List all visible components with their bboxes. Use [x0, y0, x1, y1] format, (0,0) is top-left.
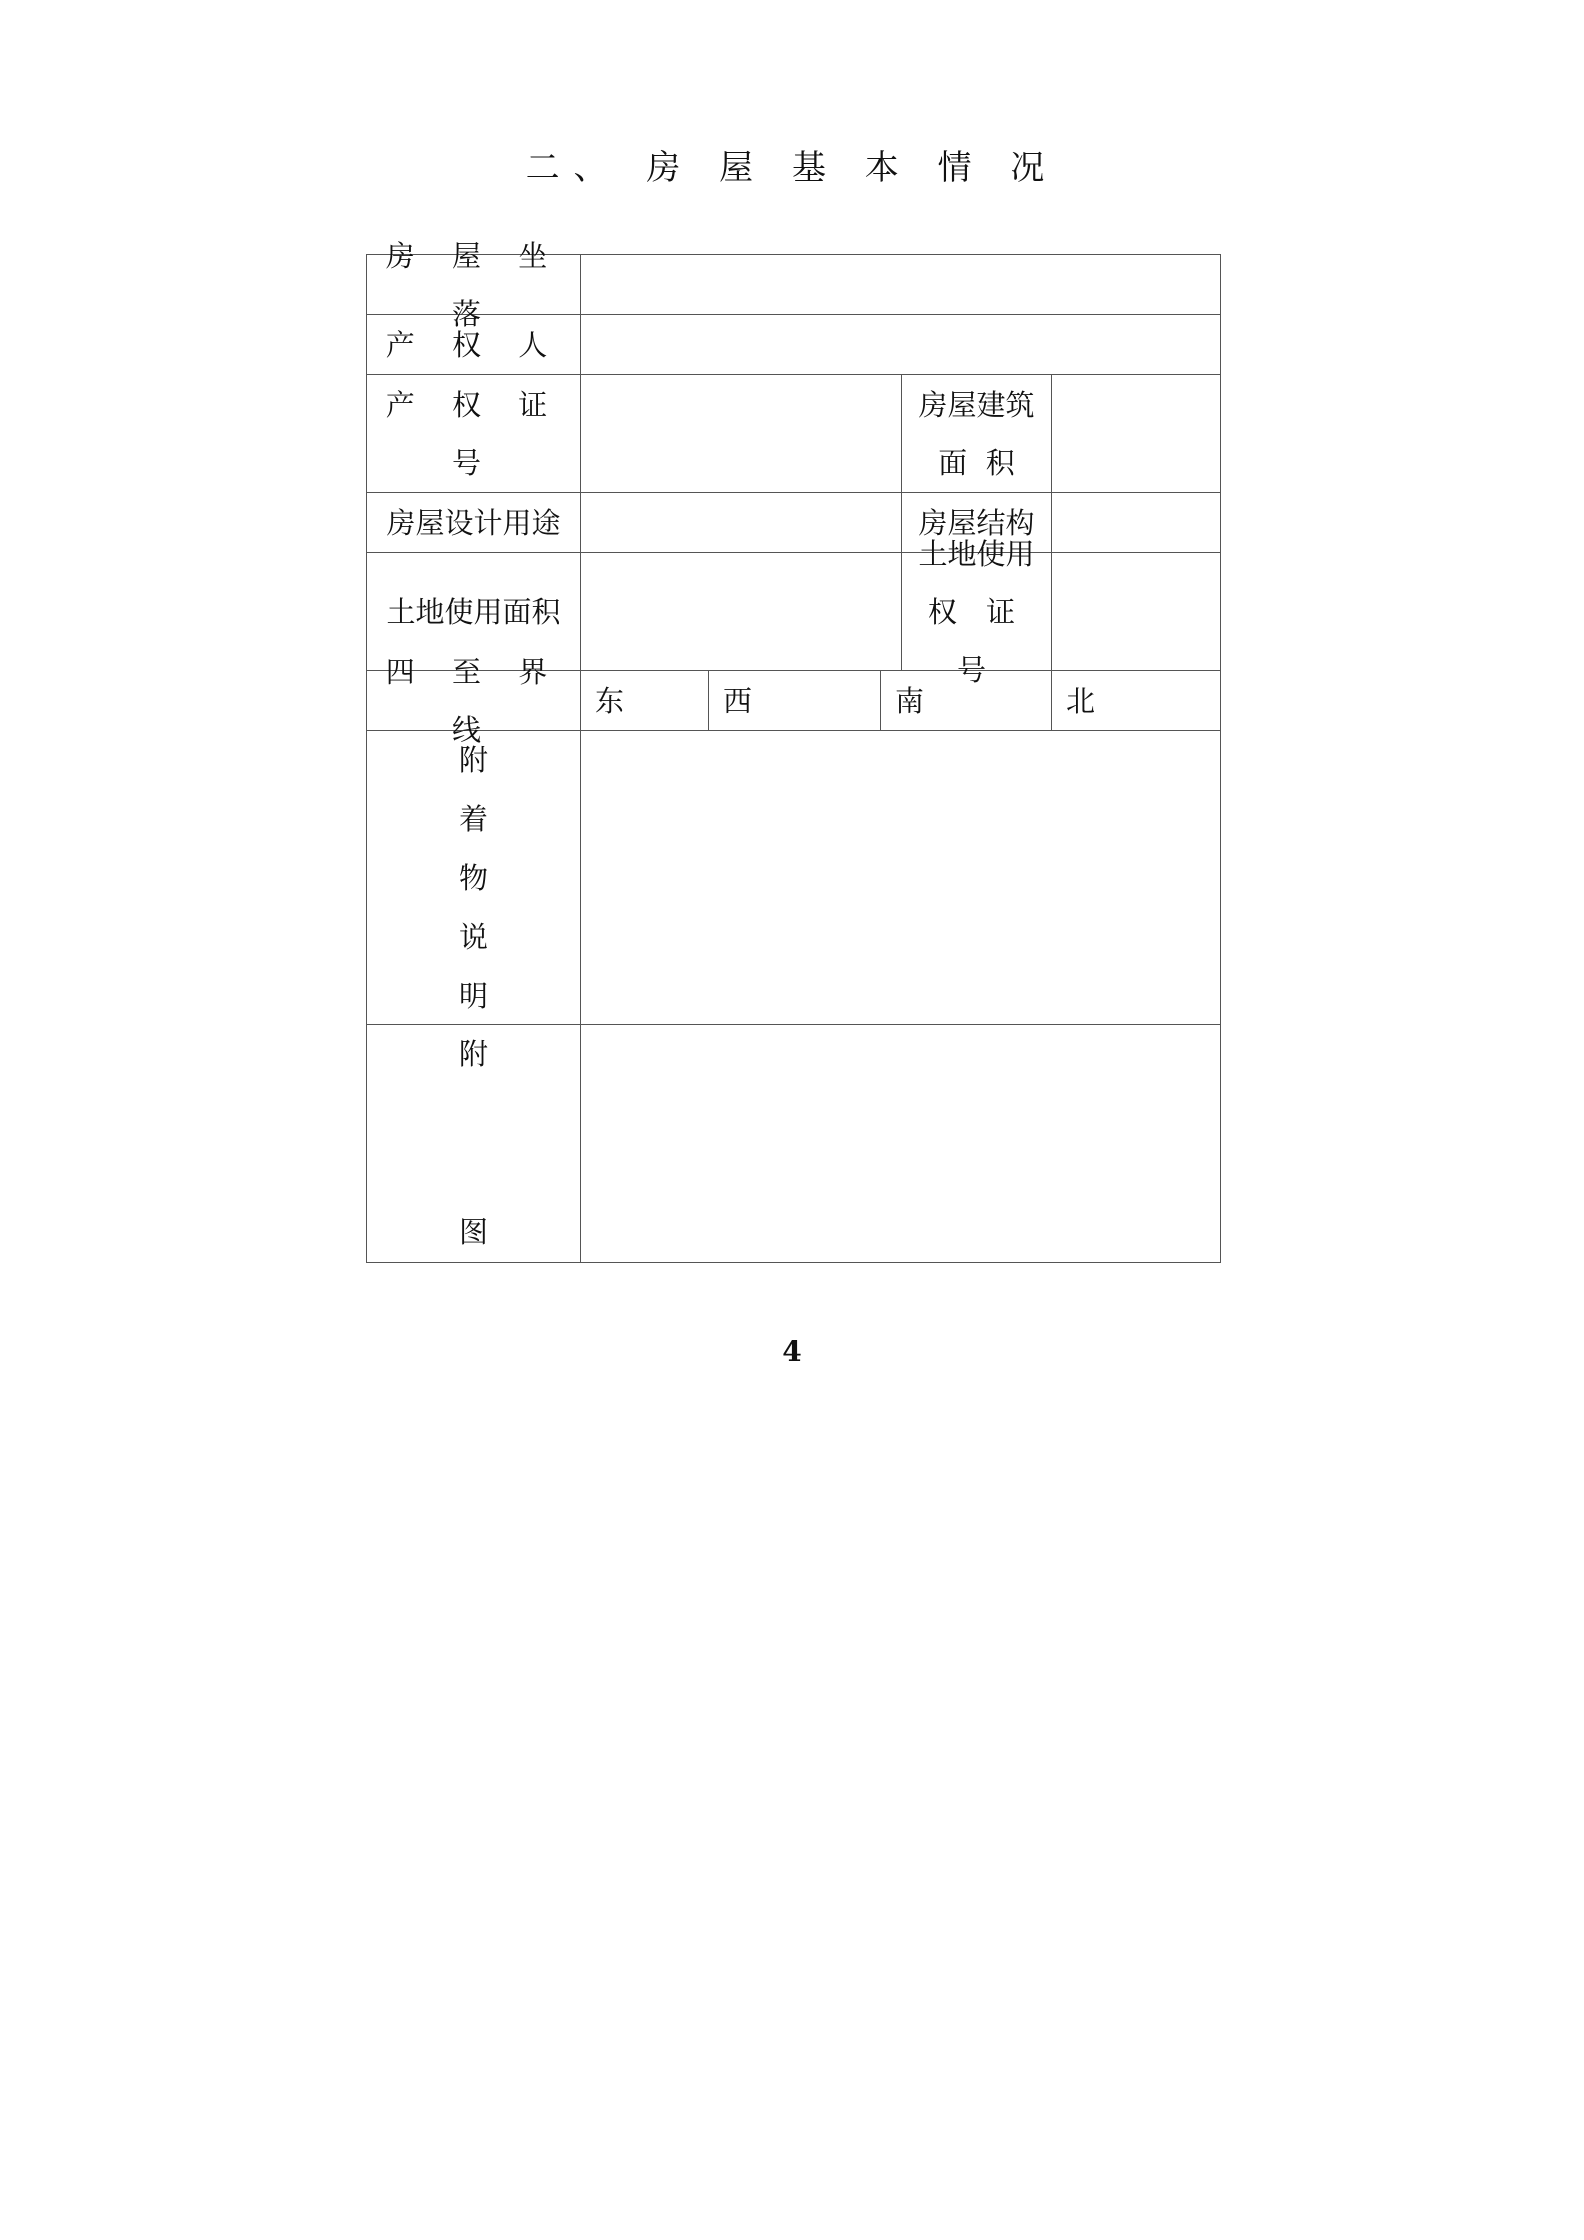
land-cert-field[interactable]: [1052, 553, 1220, 670]
south-boundary-field[interactable]: 南: [895, 683, 925, 718]
west-boundary-field[interactable]: 西: [723, 683, 753, 718]
building-area-field[interactable]: [1052, 375, 1220, 492]
building-area-label: [902, 375, 1051, 492]
attachments-label-char: 着: [458, 802, 488, 836]
land-cert-label-line1: 土地使用: [918, 536, 1035, 571]
attachments-label-char: 明: [458, 979, 488, 1013]
building-area-label-line1: 房屋建筑: [918, 387, 1035, 422]
figure-label: [367, 1025, 580, 1262]
design-use-label: 房屋设计用途: [386, 505, 561, 540]
boundary-label: 四 至 界 线: [385, 654, 562, 747]
land-cert-label: [902, 536, 1051, 687]
cert-number-field[interactable]: [581, 375, 901, 492]
attachments-label-char: 物: [458, 861, 488, 895]
attachments-label-char: 附: [458, 743, 488, 777]
attachments-field[interactable]: [581, 731, 1220, 1024]
structure-field[interactable]: [1052, 493, 1220, 552]
attachments-label-char: 说: [458, 920, 488, 954]
house-info-form: [366, 238, 1221, 1263]
owner-label: 产 权 人: [385, 327, 562, 362]
land-area-field[interactable]: [581, 553, 901, 670]
page-title: 二、 房 屋 基 本 情 况: [525, 148, 1059, 188]
land-area-label: 土地使用面积: [386, 594, 561, 629]
owner-field[interactable]: [581, 315, 1220, 374]
location-label: 房 屋 坐 落: [385, 238, 562, 331]
figure-field[interactable]: [581, 1025, 1220, 1262]
north-boundary-field[interactable]: 北: [1066, 683, 1096, 718]
attachments-label: [367, 731, 580, 1024]
location-field[interactable]: [581, 255, 1220, 314]
figure-label-top: 附: [458, 1037, 488, 1071]
land-cert-label-line2: 权 证 号: [927, 594, 1026, 687]
figure-label-bottom: 图: [458, 1215, 488, 1249]
cert-number-label: 产 权 证 号: [385, 387, 562, 480]
design-use-field[interactable]: [581, 493, 901, 552]
building-area-label-line2: 面 积: [938, 445, 1015, 480]
east-boundary-field[interactable]: 东: [595, 683, 625, 718]
structure-label: 房屋结构: [918, 505, 1035, 540]
page-number: 4: [782, 1335, 802, 1368]
